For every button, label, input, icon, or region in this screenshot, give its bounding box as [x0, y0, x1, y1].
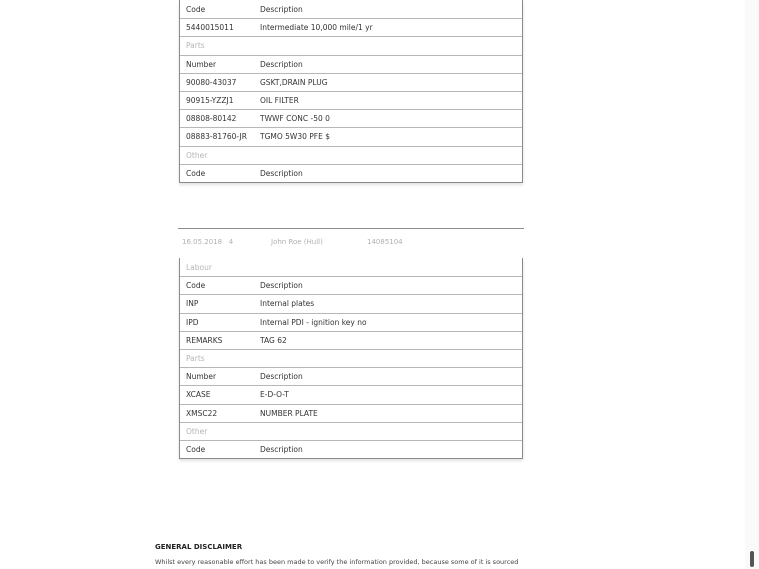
table-row — [180, 73, 522, 91]
cell-description: Intermediate 10,000 mile/1 yr — [260, 23, 373, 33]
table-row — [180, 18, 522, 36]
cell-code: Code — [186, 4, 206, 14]
scrollbar-track[interactable] — [745, 0, 759, 569]
service-record-table-2 — [179, 258, 523, 459]
cell-description: Description — [260, 4, 303, 14]
section-label: Other — [186, 426, 208, 436]
table-header-row — [180, 276, 522, 294]
table-row — [180, 109, 522, 127]
cell-code: 08883-81760-JR — [186, 132, 247, 142]
disclaimer-text: Whilst every reasonable effort has been made to verify the information provided, because some of it is sourced — [155, 558, 519, 566]
table-header-row — [180, 440, 522, 458]
table-header-row — [180, 55, 522, 73]
table-header-row — [180, 0, 522, 18]
cell-code: Number — [186, 59, 217, 69]
table-row — [180, 127, 522, 145]
disclaimer-title: GENERAL DISCLAIMER — [155, 543, 243, 551]
cell-description: Description — [260, 281, 303, 291]
cell-description: Internal plates — [260, 299, 315, 309]
section-label-row — [180, 146, 522, 164]
table-row — [180, 404, 522, 422]
section-label-row — [180, 36, 522, 54]
visit-technician: John Roe (Hull) — [271, 238, 323, 246]
cell-description: Internal PDI - ignition key no — [260, 317, 367, 327]
cell-code: REMARKS — [186, 335, 223, 345]
cell-description: NUMBER PLATE — [260, 408, 318, 418]
table-row — [180, 385, 522, 403]
cell-code: Code — [186, 168, 206, 178]
table-row — [180, 294, 522, 312]
cell-description: Description — [260, 372, 303, 382]
cell-code: 08808-80142 — [186, 114, 237, 124]
visit-reference: 14085104 — [367, 238, 403, 246]
cell-description: Description — [260, 59, 303, 69]
record-divider — [178, 228, 524, 229]
cell-code: Number — [186, 372, 217, 382]
section-label: Labour — [186, 262, 212, 272]
section-label-row — [180, 258, 522, 276]
cell-description: TWWF CONC -50 0 — [260, 114, 330, 124]
visit-date: 16.05.2018 4 — [182, 238, 234, 246]
cell-description: Description — [260, 168, 303, 178]
cell-description: OIL FILTER — [260, 96, 299, 106]
section-label-row — [180, 349, 522, 367]
visit-count: 4 — [228, 238, 234, 246]
table-header-row — [180, 164, 522, 182]
cell-code: XCASE — [186, 390, 211, 400]
section-label: Parts — [186, 41, 205, 51]
cell-description: Description — [260, 444, 303, 454]
cell-description: TAG 62 — [260, 335, 287, 345]
cell-code: XMSC22 — [186, 408, 218, 418]
cell-description: TGMO 5W30 PFE $ — [260, 132, 330, 142]
cell-description: GSKT,DRAIN PLUG — [260, 77, 328, 87]
table-row — [180, 91, 522, 109]
table-row — [180, 313, 522, 331]
cell-description: E-D-O-T — [260, 390, 289, 400]
table-header-row — [180, 367, 522, 385]
section-label: Parts — [186, 354, 205, 364]
cell-code: Code — [186, 444, 206, 454]
cell-code: IPD — [186, 317, 199, 327]
service-record-table-1 — [179, 0, 523, 183]
scrollbar-thumb[interactable] — [750, 551, 754, 567]
section-label: Other — [186, 150, 208, 160]
table-row — [180, 331, 522, 349]
section-label-row — [180, 422, 522, 440]
cell-code: 5440015011 — [186, 23, 234, 33]
cell-code: 90080-43037 — [186, 77, 237, 87]
cell-code: 90915-YZZJ1 — [186, 96, 234, 106]
cell-code: INP — [186, 299, 199, 309]
cell-code: Code — [186, 281, 206, 291]
